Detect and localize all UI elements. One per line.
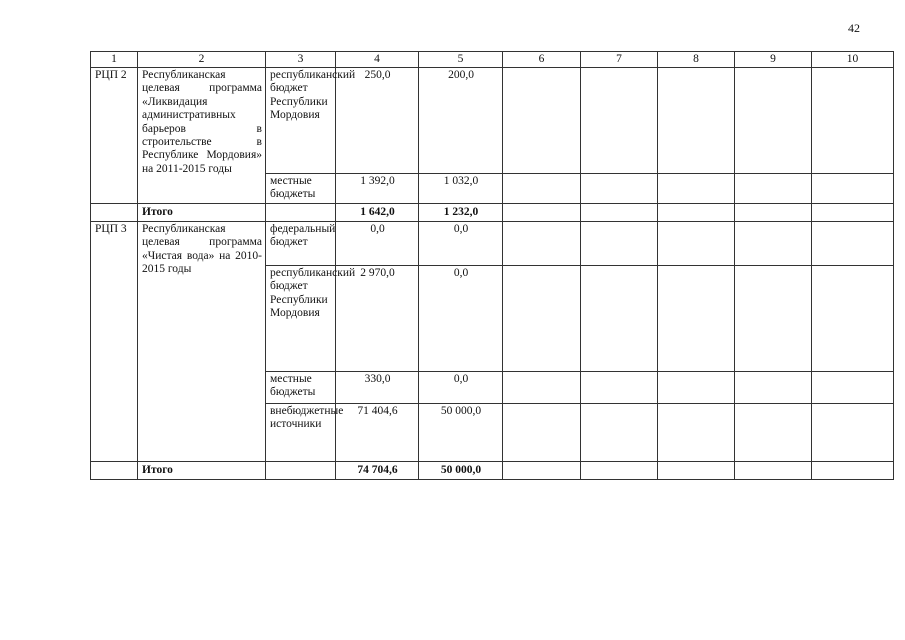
header-cell: 2 [138,52,266,68]
total-label: Итого [138,204,266,222]
header-cell: 1 [91,52,138,68]
header-row [91,52,894,68]
empty-cell [266,204,336,222]
empty-cell [581,462,658,480]
budget-table [90,51,894,480]
total-label: Итого [138,462,266,480]
value-col5: 1 032,0 [419,174,503,204]
empty-cell [735,68,812,174]
empty-cell [658,372,735,404]
empty-cell [581,404,658,462]
funding-source: внебюджетные источники [266,404,336,462]
empty-cell [812,266,894,372]
total-col5: 1 232,0 [419,204,503,222]
empty-cell [503,222,581,266]
empty-cell [503,174,581,204]
page-number: 42 [848,21,860,35]
empty-cell [658,462,735,480]
empty-cell [735,222,812,266]
empty-cell [503,266,581,372]
empty-cell [735,204,812,222]
empty-cell [581,174,658,204]
header-cell: 6 [503,52,581,68]
empty-cell [503,204,581,222]
total-col4: 74 704,6 [336,462,419,480]
empty-cell [735,372,812,404]
header-cell: 4 [336,52,419,68]
value-col4: 0,0 [336,222,419,266]
header-cell: 8 [658,52,735,68]
empty-cell [91,462,138,480]
funding-source: республиканский бюджет Республики Мордовия [266,68,336,174]
total-col5: 50 000,0 [419,462,503,480]
empty-cell [658,222,735,266]
table-row [91,68,894,174]
empty-cell [812,404,894,462]
program-name: Республиканская целевая программа «Чистая вода» на 2010-2015 годы [138,222,266,462]
empty-cell [658,68,735,174]
empty-cell [658,404,735,462]
empty-cell [735,462,812,480]
empty-cell [812,174,894,204]
value-col4: 250,0 [336,68,419,174]
value-col4: 1 392,0 [336,174,419,204]
table-row [91,222,894,266]
value-col5: 200,0 [419,68,503,174]
value-col4: 2 970,0 [336,266,419,372]
funding-source: республиканский бюджет Республики Мордовия [266,266,336,372]
empty-cell [735,174,812,204]
value-col5: 0,0 [419,222,503,266]
header-cell: 7 [581,52,658,68]
empty-cell [812,372,894,404]
empty-cell [581,266,658,372]
empty-cell [812,222,894,266]
program-code: РЦП 3 [91,222,138,462]
empty-cell [812,462,894,480]
empty-cell [658,174,735,204]
total-col4: 1 642,0 [336,204,419,222]
empty-cell [91,204,138,222]
empty-cell [581,372,658,404]
program-name: Республиканская целевая программа «Ликвидация административных барьеров в строительстве в Республике Мордовия» на 2011-2015 годы [138,68,266,204]
empty-cell [266,462,336,480]
empty-cell [503,372,581,404]
funding-source: местные бюджеты [266,372,336,404]
empty-cell [503,68,581,174]
funding-source: федеральный бюджет [266,222,336,266]
empty-cell [812,68,894,174]
value-col5: 0,0 [419,266,503,372]
header-cell: 3 [266,52,336,68]
value-col4: 330,0 [336,372,419,404]
empty-cell [812,204,894,222]
program-code: РЦП 2 [91,68,138,204]
funding-source: местные бюджеты [266,174,336,204]
total-row [91,462,894,480]
empty-cell [581,68,658,174]
empty-cell [735,404,812,462]
empty-cell [658,266,735,372]
header-cell: 5 [419,52,503,68]
value-col5: 0,0 [419,372,503,404]
header-cell: 10 [812,52,894,68]
empty-cell [581,222,658,266]
empty-cell [581,204,658,222]
header-cell: 9 [735,52,812,68]
empty-cell [503,404,581,462]
value-col5: 50 000,0 [419,404,503,462]
empty-cell [503,462,581,480]
empty-cell [735,266,812,372]
total-row [91,204,894,222]
empty-cell [658,204,735,222]
value-col4: 71 404,6 [336,404,419,462]
